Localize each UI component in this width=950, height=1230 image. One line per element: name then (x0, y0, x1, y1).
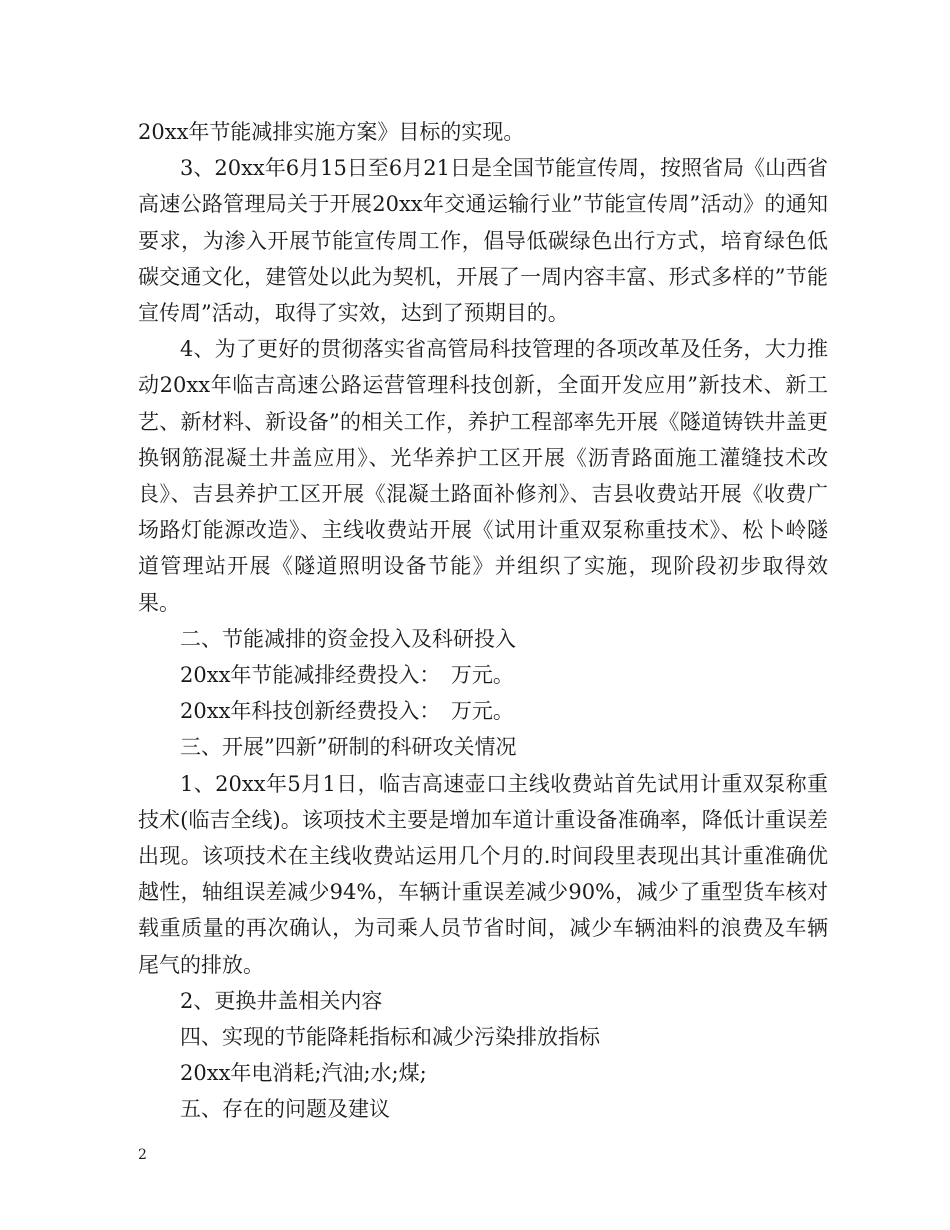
paragraph-weighing-tech: 1、20xx年5月1日，临吉高速壶口主线收费站首先试用计重双泵称重技术(临吉全线)。该项技术主要是增加车道计重设备准确率，降低计重误差出现。该项技术在主线收费站运用几个月的.时间段里表现出其计重准确优越性，轴组误差减少94%，车辆计重误差减少90%，减少了重型货车核对载重质量的再次确认，为司乘人员节省时间，减少车辆油料的浪费及车辆尾气的排放。 (138, 771, 828, 977)
section-heading-funding: 二、节能减排的资金投入及科研投入 (180, 626, 516, 651)
paragraph-manhole-cover: 2、更换井盖相关内容 (180, 988, 383, 1013)
document-body (138, 114, 828, 1128)
paragraph-continuation: 20xx年节能减排实施方案》目标的实现。 (138, 120, 525, 144)
page-number: 2 (138, 1147, 147, 1163)
paragraph-energy-funding: 20xx年节能减排经费投入： 万元。 (180, 663, 514, 688)
section-heading-research: 三、开展”四新”研制的科研攻关情况 (180, 735, 517, 760)
paragraph-tech-funding: 20xx年科技创新经费投入： 万元。 (180, 699, 514, 724)
section-heading-indicators: 四、实现的节能降耗指标和减少污染排放指标 (180, 1025, 600, 1050)
paragraph-energy-week: 3、20xx年6月15日至6月21日是全国节能宣传周，按照省局《山西省高速公路管理局关于开展20xx年交通运输行业”节能宣传周”活动》的通知要求，为渗入开展节能宣传周工作，倡导低碳绿色出行方式，培育绿色低碳交通文化，建管处以此为契机，开展了一周内容丰富、形式多样的”节能宣传周”活动，取得了实效，达到了预期目的。 (138, 156, 828, 326)
paragraph-consumption: 20xx年电消耗;汽油;水;煤; (180, 1061, 427, 1086)
section-heading-issues: 五、存在的问题及建议 (180, 1097, 390, 1122)
paragraph-tech-innovation: 4、为了更好的贯彻落实省高管局科技管理的各项改革及任务，大力推动20xx年临吉高速公路运营管理科技创新，全面开发应用”新技术、新工艺、新材料、新设备”的相关工作，养护工程部率先开展《隧道铸铁井盖更换钢筋混凝土井盖应用》、光华养护工区开展《沥青路面施工灌缝技术改良》、吉县养护工区开展《混凝土路面补修剂》、吉县收费站开展《收费广场路灯能源改造》、主线收费站开展《试用计重双泵称重技术》、松卜岭隧道管理站开展《隧道照明设备节能》并组织了实施，现阶段初步取得效果。 (138, 337, 828, 615)
